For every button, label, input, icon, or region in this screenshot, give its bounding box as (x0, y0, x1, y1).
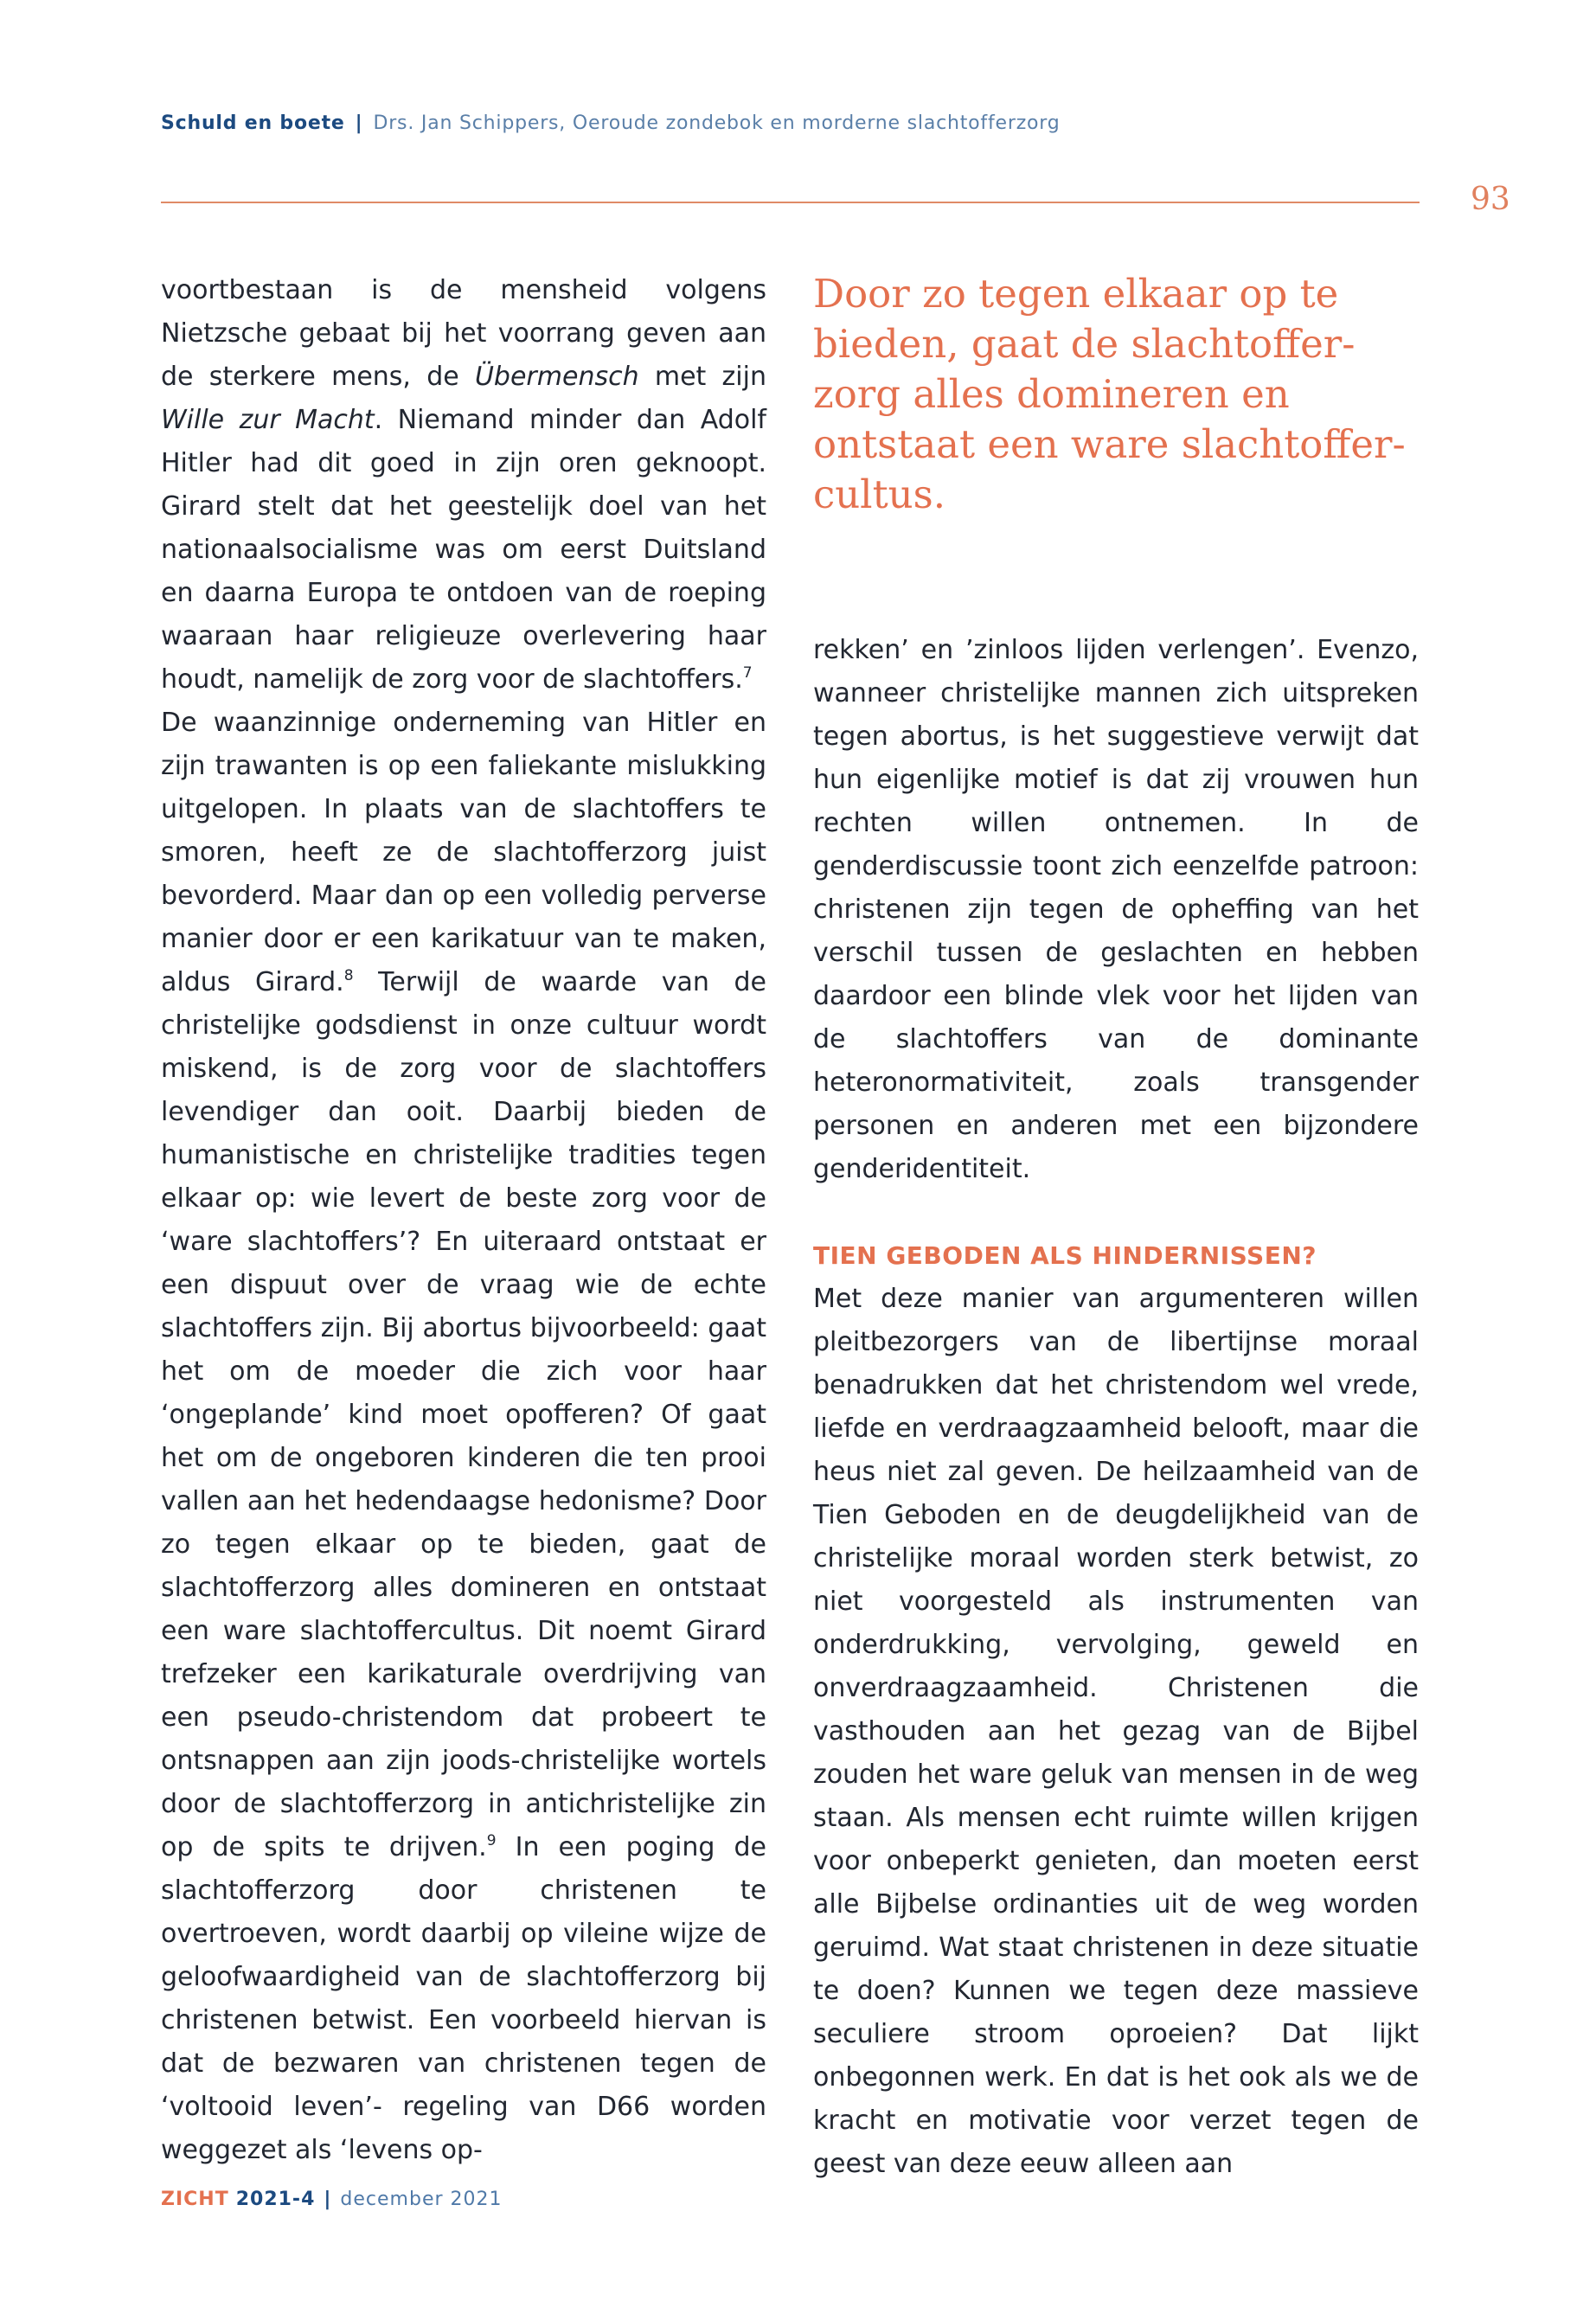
page-number: 93 (1471, 182, 1510, 217)
left-column (161, 269, 766, 2172)
paragraph: Met deze manier van argumenteren willen pleitbezorgers van de libertijnse moraal benadrukken dat het christendom wel vrede, liefde en verdraagzaamheid belooft, maar die heus niet zal geven. De heilzaamheid van de Tien Geboden en de deugdelijkheid van de christelijke moraal worden sterk betwist, zo niet voorgesteld als instrumenten van onderdrukking, vervolging, geweld en onverdraagzaamheid. Christenen die vasthouden aan het gezag van de Bijbel zouden het ware geluk van mensen in de weg staan. Als mensen echt ruimte willen krijgen voor onbeperkt genieten, dan moeten eerst alle Bijbelse ordinanties uit de weg worden geruimd. Wat staat christenen in deze situatie te doen? Kunnen we tegen deze massieve seculiere stroom oproeien? Dat lijkt onbegonnen werk. En dat is het ook als we de kracht en motivatie voor verzet tegen de geest van deze eeuw alleen aan (813, 1284, 1419, 2179)
italic-term: Übermensch (474, 362, 639, 392)
magazine-name: ZICHT (161, 2189, 229, 2210)
footnote-reference: 7 (742, 664, 753, 682)
paragraph: De waanzinnige onderneming van Hitler en zijn trawanten is op een faliekante mislukking uitgelopen. In plaats van de slachtoffers te smoren, heeft ze de slachtofferzorg juist bevorderd. Maar dan op een volledig perverse manier door er een karikatuur van te maken, aldus Girard.$^8$ Terwijl de waarde van de christelijke godsdienst in onze cultuur wordt miskend, is de zorg voor de slachtoffers levendiger dan ooit. Daarbij bieden de humanistische en christelijke tradities tegen elkaar op: wie levert de beste zorg voor de ‘ware slachtoffers’? En uiteraard ontstaat er een dispuut over de vraag wie de echte slachtoffers zijn. Bij abortus bijvoorbeeld: gaat het om de moeder die zich voor haar ‘ongeplande’ kind moet opofferen? Of gaat het om de ongeboren kinderen die ten prooi vallen aan het hedendaagse hedonisme? Door zo tegen elkaar op te bieden, gaat de slachtofferzorg alles domineren en ontstaat een ware slachtoffercultus. Dit noemt Girard trefzeker een karikaturale overdrijving van een pseudo-christendom dat probeert te ontsnappen aan zijn joods-christelijke wortels door de slachtofferzorg in antichristelijke zin op de spits te drijven.$^9$ In een poging de slachtofferzorg door christenen te overtroeven, wordt daarbij op vileine wijze de geloofwaardigheid van de slachtofferzorg bij christenen betwist. Een voorbeeld hiervan is dat de bezwaren van christenen tegen de ‘voltooid leven’- regeling van D66 worden weggezet als ‘levens op- (161, 708, 766, 2165)
running-header (161, 112, 1415, 134)
header-separator: | (355, 112, 363, 134)
italic-term: Wille zur Macht (161, 405, 375, 435)
article-author-title: Drs. Jan Schippers, Oeroude zondebok en morderne slachtofferzorg (373, 112, 1061, 134)
section-heading: TIEN GEBODEN ALS HINDERNISSEN? (813, 1241, 1317, 1270)
header-rule (161, 202, 1420, 203)
page-footer (161, 2189, 503, 2210)
footer-separator: | (324, 2189, 332, 2210)
issue-number: 2021-4 (235, 2189, 316, 2210)
footnote-reference: 9 (486, 1832, 497, 1849)
pull-quote: Door zo tegen elkaar op te bieden, gaat de slachtoffer-zorg alles domineren en ontstaat een ware slachtoffer-cultus. (813, 271, 1406, 517)
paragraph: rekken’ en ’zinloos lijden verlengen’. Evenzo, wanneer christelijke mannen zich uitspreken tegen abortus, is het suggestieve verwijt dat hun eigenlijke motief is dat zij vrouwen hun rechten willen ontnemen. In de genderdiscussie toont zich eenzelfde patroon: christenen zijn tegen de opheffing van het verschil tussen de geslachten en hebben daardoor een blinde vlek voor het lijden van de slachtoffers van de dominante heteronormativiteit, zoals transgender personen en anderen met een bijzondere genderidentiteit. (813, 635, 1419, 1184)
right-column-text-top (813, 629, 1419, 1191)
footnote-reference: 8 (343, 967, 354, 984)
paragraph: voortbestaan is de mensheid volgens Nietzsche gebaat bij het voorrang geven aan de sterkere mens, de Übermensch met zijn Wille zur Macht. Niemand minder dan Adolf Hitler had dit goed in zijn oren geknoopt. Girard stelt dat het geestelijk doel van het nationaalsocialisme was om eerst Duitsland en daarna Europa te ontdoen van de roeping waaraan haar religieuze overlevering haar houdt, namelijk de zorg voor de slachtoffers.$^7$ (161, 275, 766, 695)
right-column (813, 269, 1419, 2186)
journal-section-title: Schuld en boete (161, 112, 345, 134)
left-column-text (161, 269, 766, 2172)
right-column-text-bottom (813, 1278, 1419, 2186)
issue-date: december 2021 (340, 2189, 503, 2210)
